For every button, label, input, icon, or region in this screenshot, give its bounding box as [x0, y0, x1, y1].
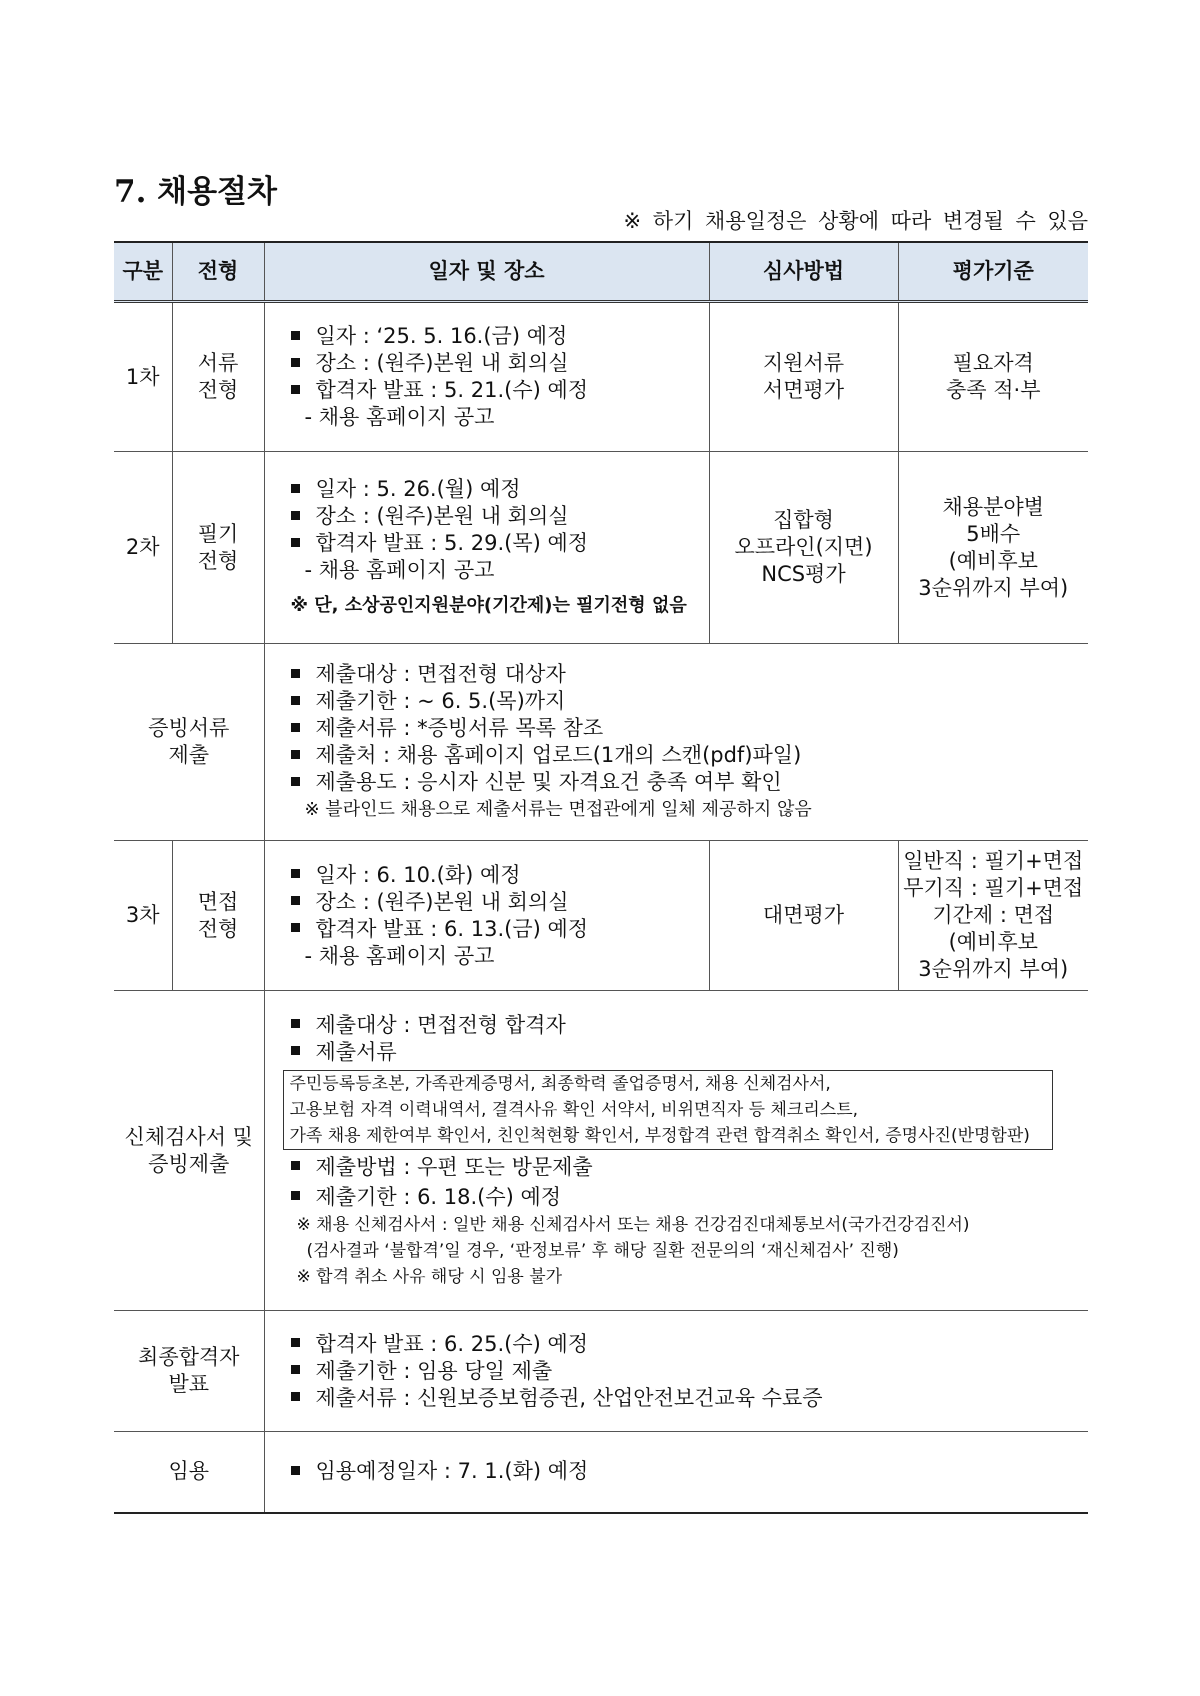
list-item: 임용예정일자 : 7. 1.(화) 예정: [291, 1458, 1089, 1485]
criteria-cell: 필요자격 충족 적·부: [898, 302, 1088, 452]
table-row: [114, 644, 1088, 841]
footnote: (검사결과 ‘불합격’일 경우, ‘판정보류’ 후 해당 질환 전문의의 ‘재신체검사’ 진행): [306, 1240, 899, 1261]
list-item: 제출처 : 채용 홈페이지 업로드(1개의 스캔(pdf)파일): [291, 742, 1089, 769]
method-cell: 대면평가: [709, 841, 898, 991]
date-place-cell: [264, 452, 709, 644]
table-row: [114, 991, 1088, 1311]
stage-label: 증빙서류 제출: [114, 644, 264, 841]
sub-note: - 채용 홈페이지 공고: [304, 558, 495, 582]
footnote: ※ 합격 취소 사유 해당 시 임용 불가: [296, 1266, 563, 1287]
section-title: 7. 채용절차: [114, 174, 277, 210]
list-item: 합격자 발표 : 5. 21.(수) 예정: [291, 377, 709, 404]
list-item: 제출방법 : 우편 또는 방문제출: [291, 1152, 1089, 1182]
date-place-cell: [264, 841, 709, 991]
list-item: 제출용도 : 응시자 신분 및 자격요건 충족 여부 확인: [291, 769, 1089, 796]
table-row: [114, 841, 1088, 991]
list-item: 합격자 발표 : 5. 29.(목) 예정: [291, 530, 709, 557]
table-row: [114, 452, 1088, 644]
header-date-place: 일자 및 장소: [264, 242, 709, 302]
required-documents-box: 주민등록등초본, 가족관계증명서, 최종학력 졸업증명서, 채용 신체검사서, 고용보험 자격 이력내역서, 결격사유 확인 서약서, 비위면직자 등 체크리스트, 가족 채용 제한여부 확인서, 친인척현황 확인서, 부정합격 관련 합격취소 확인서, 증명사진(반명함판): [283, 1070, 1053, 1150]
list-item: 장소 : (원주)본원 내 회의실: [291, 889, 709, 916]
header-stage: 전형: [172, 242, 264, 302]
list-item: 제출기한 : ~ 6. 5.(목)까지: [291, 688, 1089, 715]
details-cell: [264, 1311, 1088, 1432]
list-item: 제출서류 : *증빙서류 목록 참조: [291, 715, 1089, 742]
list-item: 일자 : 6. 10.(화) 예정: [291, 862, 709, 889]
stage-label: 서류 전형: [172, 302, 264, 452]
round-label: 3차: [114, 841, 172, 991]
table-header-row: [114, 242, 1088, 302]
list-item: 제출서류: [291, 1039, 1089, 1066]
recruitment-procedure-table: [114, 241, 1088, 1514]
list-item: 제출서류 : 신원보증보험증권, 산업안전보건교육 수료증: [291, 1385, 1089, 1412]
list-item: 제출기한 : 6. 18.(수) 예정: [291, 1182, 1089, 1212]
stage-label: 면접 전형: [172, 841, 264, 991]
sub-note: - 채용 홈페이지 공고: [304, 405, 495, 429]
list-item: 합격자 발표 : 6. 25.(수) 예정: [291, 1331, 1089, 1358]
list-item: 일자 : ‘25. 5. 16.(금) 예정: [291, 323, 709, 350]
round-label: 1차: [114, 302, 172, 452]
list-item: 합격자 발표 : 6. 13.(금) 예정: [291, 916, 709, 943]
date-place-cell: [264, 302, 709, 452]
footnote: ※ 채용 신체검사서 : 일반 채용 신체검사서 또는 채용 건강검진대체통보서(국가건강검진서): [296, 1214, 970, 1235]
blind-note: ※ 블라인드 채용으로 제출서류는 면접관에게 일체 제공하지 않음: [304, 799, 812, 820]
list-item: 장소 : (원주)본원 내 회의실: [291, 350, 709, 377]
table-row: [114, 1432, 1088, 1513]
stage-label: 임용: [114, 1432, 264, 1513]
list-item: 일자 : 5. 26.(월) 예정: [291, 476, 709, 503]
stage-label: 최종합격자 발표: [114, 1311, 264, 1432]
header-method: 심사방법: [709, 242, 898, 302]
method-cell: 집합형 오프라인(지면) NCS평가: [709, 452, 898, 644]
details-cell: [264, 644, 1088, 841]
table-row: [114, 1311, 1088, 1432]
list-item: 장소 : (원주)본원 내 회의실: [291, 503, 709, 530]
list-item: 제출대상 : 면접전형 대상자: [291, 661, 1089, 688]
details-cell: [264, 1432, 1088, 1513]
details-cell: [264, 991, 1088, 1311]
exception-note: ※ 단, 소상공인지원분야(기간제)는 필기전형 없음: [290, 595, 687, 616]
round-label: 2차: [114, 452, 172, 644]
table-row: [114, 302, 1088, 452]
header-gubun: 구분: [114, 242, 172, 302]
criteria-cell: 일반직 : 필기+면접 무기직 : 필기+면접 기간제 : 면접 (예비후보 3순위까지 부여): [898, 841, 1088, 991]
list-item: 제출기한 : 임용 당일 제출: [291, 1358, 1089, 1385]
header-criteria: 평가기준: [898, 242, 1088, 302]
schedule-note: ※ 하기 채용일정은 상황에 따라 변경될 수 있음: [623, 209, 1088, 233]
sub-note: - 채용 홈페이지 공고: [304, 943, 495, 968]
criteria-cell: 채용분야별 5배수 (예비후보 3순위까지 부여): [898, 452, 1088, 644]
stage-label: 신체검사서 및 증빙제출: [114, 991, 264, 1311]
stage-label: 필기 전형: [172, 452, 264, 644]
method-cell: 지원서류 서면평가: [709, 302, 898, 452]
list-item: 제출대상 : 면접전형 합격자: [291, 1012, 1089, 1039]
